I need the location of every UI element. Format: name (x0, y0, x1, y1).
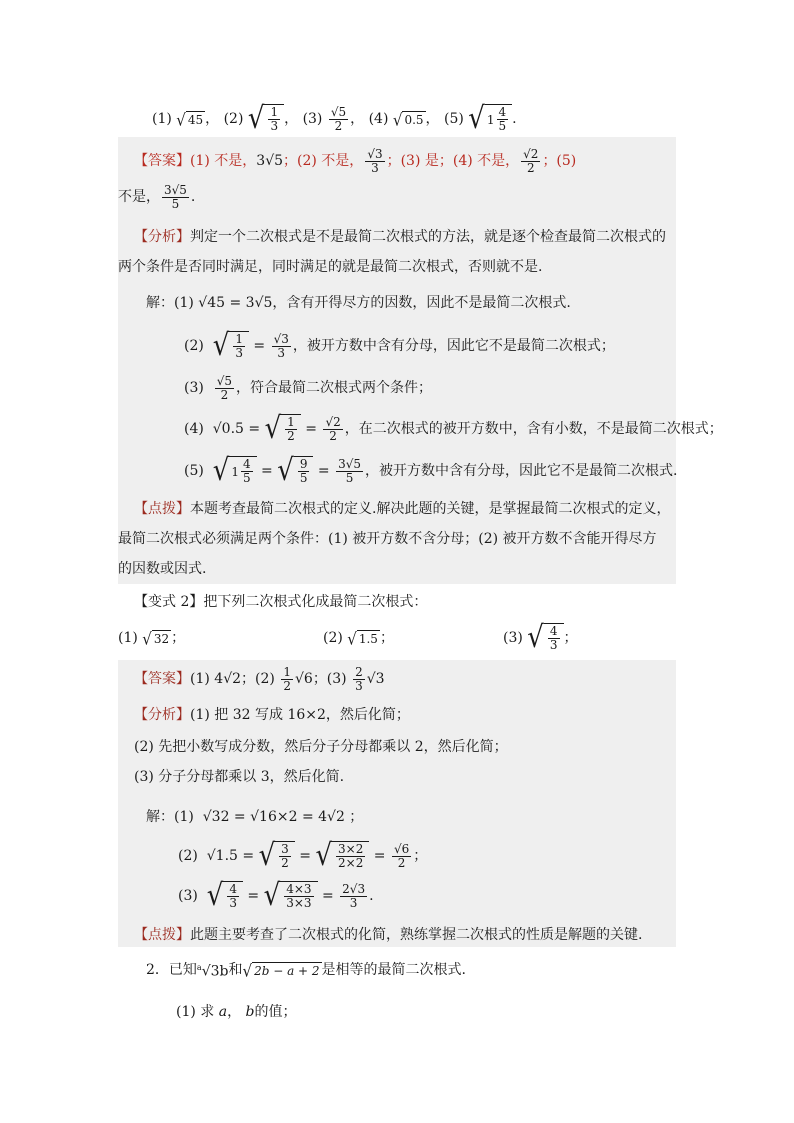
solution-step-4-text: ，在二次根式的被开方数中，含有小数，不是最简二次根式； (344, 421, 723, 437)
variant-item-1-tail: ； (171, 630, 186, 646)
variant-item-3-tail: ； (563, 630, 578, 646)
analysis-2-line-1 (134, 705, 410, 725)
solution-step-4-math-c: $\frac{√2}{2}$ (325, 414, 341, 443)
answer-2-val-2b: √6 (294, 671, 313, 687)
answer-seg-2: ；(2) 不是， (283, 153, 364, 169)
variant-item-1-label: (1) (118, 630, 138, 646)
answer-val-2: $\frac{√3}{3}$ (367, 146, 383, 175)
question-2-sub-1: (1) 求 a， b的值； (176, 1004, 297, 1020)
answer-val-3: $\frac{√2}{2}$ (523, 146, 539, 175)
answer-val-5: $\frac{3√5}{5}$ (164, 182, 187, 211)
tip-text-3: 的因数或因式. (118, 561, 207, 577)
solution-step-1-math: √45 = 3√5 (198, 295, 273, 311)
tip-1-line-2 (118, 529, 657, 549)
solution-step-4-math-b: √ $\frac{1}{2}$ (265, 414, 301, 444)
solution-1-step-5: (5) √ 1 $\frac{4}{5}$ = √ $\frac{9}{5}$ = $\frac{3√5}{5}$ ，被开方数中含有分母，因此它不是最简二次根式. (184, 453, 678, 489)
variant-item-2-tail: ； (379, 630, 394, 646)
answer-seg-3: ；(3) 是；(4) 不是， (386, 153, 520, 169)
solution-step-5-text: ，被开方数中含有分母，因此它不是最简二次根式. (365, 463, 678, 479)
solution-1-step-4: (4) √0.5 = √ $\frac{1}{2}$ = $\frac{√2}{2}$ ，在二次根式的被开方数中，含有小数，不是最简二次根式； (184, 411, 723, 447)
answer-2-val-2a: $\frac{1}{2}$ (283, 664, 291, 693)
tip-tag: 【点拨】 (134, 501, 190, 517)
solution-step-3-num: (3) (184, 380, 204, 396)
tip-text-1: 本题考查最简二次根式的定义.解决此题的关键，是掌握最简二次根式的定义， (190, 501, 671, 517)
solution-2-step-3-math-a: √ $\frac{4}{3}$ (207, 881, 243, 911)
tip-2-line (134, 925, 642, 945)
analysis-tag: 【分析】 (134, 229, 190, 245)
q-item-1-label: (1) (152, 111, 172, 127)
answer-2-line (134, 662, 385, 696)
question-2-number: 2．已知 (146, 962, 197, 978)
tip-2-text: 此题主要考查了二次根式的化简，熟练掌握二次根式的性质是解题的关键. (190, 927, 643, 943)
answer-2-val-3a: $\frac{2}{3}$ (355, 664, 363, 693)
answer-1-line-1 (134, 144, 576, 178)
solution-step-2-math-a: √ $\frac{1}{3}$ (213, 331, 249, 361)
question-2-tail: 是相等的最简二次根式. (321, 962, 466, 978)
variant-item-2-label: (2) (323, 630, 343, 646)
solution-1-step-2: (2) √ $\frac{1}{3}$ = $\frac{√3}{3}$ ，被开方数中含有分母，因此它不是最简二次根式； (184, 328, 615, 364)
variant-item-3-expr: √ $\frac{4}{3}$ (527, 623, 563, 653)
variant-item-1-expr: √ 32 (142, 628, 170, 649)
question-2-var-b: b (245, 1004, 255, 1020)
question-line: (1) √ 45 ， (2) √ $\frac{1}{3}$ ， (3) $\frac{√5}{2}$ ， (4) √ 0.5 ， (5) √ 1 $\frac{4}{5}$ . (152, 101, 517, 137)
variant-2-title: 【变式 2】把下列二次根式化成最简二次根式： (134, 594, 428, 610)
solution-step-2-math-b: $\frac{√3}{3}$ (273, 331, 289, 360)
solution-1-step-1 (146, 290, 571, 316)
answer-seg-4: ；(5) (542, 153, 577, 169)
q-item-2-expr: √ $\frac{1}{3}$ (248, 104, 284, 134)
solution-step-2-text: ，被开方数中含有分母，因此它不是最简二次根式； (292, 338, 615, 354)
solution-step-4-num: (4) (184, 421, 204, 437)
question-2-sub-1-text: (1) 求 (176, 1004, 215, 1020)
solution-2-step-3-num: (3) (178, 888, 198, 904)
solution-2-step-2-math-b: √ $\frac{3}{2}$ (259, 841, 295, 871)
variant-2-items (118, 620, 658, 656)
solution-2-label: 解：(1) (146, 809, 194, 825)
q-item-4-label: (4) (368, 111, 389, 127)
solution-2-math-1: √32 = √16×2 = 4√2 ； (202, 809, 364, 825)
variant-item-2-expr: √ 1.5 (347, 628, 378, 649)
solution-step-4-math-a: √0.5 (212, 421, 244, 437)
solution-2-step-2-math-a: √1.5 (206, 848, 238, 864)
question-2-expr-1: $^a$√3b (196, 963, 229, 980)
solution-1-step-3 (184, 370, 432, 406)
tip-text-2: 最简二次根式必须满足两个条件：(1) 被开方数不含分母；(2) 被开方数不含能开得尽方 (118, 531, 657, 547)
tip-2-tag: 【点拨】 (134, 927, 190, 943)
solution-step-5-num: (5) (184, 463, 204, 479)
solution-step-3-math: $\frac{√5}{2}$ (216, 373, 233, 402)
solution-step-5-math-c: $\frac{3√5}{5}$ (338, 456, 362, 485)
solution-step-5-math-b: √ $\frac{9}{5}$ (277, 456, 313, 486)
answer-1-line-2: 不是， $\frac{3√5}{5}$ . (118, 182, 196, 211)
q-item-3-expr: $\frac{√5}{2}$ (330, 104, 347, 133)
analysis-2-tag: 【分析】 (134, 707, 190, 723)
q-item-1-expr: √ 45 (176, 109, 204, 130)
solution-step-3-text: ，符合最简二次根式两个条件； (236, 380, 433, 396)
analysis-1-line-1 (134, 227, 666, 247)
answer-val-1: 3√5 (256, 153, 284, 169)
question-2-line (146, 959, 466, 981)
solution-2-step-2-math-c: √ $\frac{3\times 2}{2\times 2}$ (315, 841, 369, 871)
q-item-5-expr: √ 1 $\frac{4}{5}$ (468, 104, 512, 134)
solution-2-step-3-math-c: $\frac{2√3}{3}$ (342, 881, 366, 910)
analysis-text-2: 两个条件是否同时满足，同时满足的就是最简二次根式，否则就不是. (118, 259, 543, 275)
solution-2-step-2-math-d: $\frac{√6}{2}$ (393, 841, 410, 870)
variant-item-2 (323, 620, 394, 656)
analysis-2-line-2: (2) 先把小数写成分数，然后分子分母都乘以 2，然后化简； (134, 739, 508, 755)
tip-1-line-3 (118, 559, 206, 579)
analysis-text-1: 判定一个二次根式是不是最简二次根式的方法，就是逐个检查最简二次根式的 (190, 229, 666, 245)
solution-step-1-num: (1) (174, 295, 194, 311)
q-item-3-label: (3) (302, 111, 323, 127)
solution-2-step-2-num: (2) (178, 848, 198, 864)
answer-2-val-1: 4√2 (214, 671, 242, 687)
analysis-1-line-2 (118, 257, 542, 277)
answer-2-tag: 【答案】 (134, 671, 190, 687)
q-item-5-label: (5) (444, 111, 464, 127)
answer-2-a1-tail: ；(2) (241, 671, 275, 687)
variant-item-1 (118, 620, 185, 656)
solution-2-line-1 (146, 805, 363, 829)
solution-step-1-text: ，含有开得尽方的因数，因此不是最简二次根式. (272, 295, 571, 311)
question-2-mid: 和 (228, 962, 243, 978)
solution-2-line-3: (3) √ $\frac{4}{3}$ = √ $\frac{4\times 3}{3\times 3}$ = $\frac{2√3}{3}$ . (178, 878, 374, 914)
analysis-2-text-1: (1) 把 32 写成 16×2，然后化简； (190, 707, 410, 723)
q-item-2-label: (2) (223, 111, 244, 127)
answer-2-a1: (1) (190, 671, 210, 687)
analysis-2-line-3: (3) 分子分母都乘以 3，然后化简. (134, 769, 345, 785)
variant-item-3 (503, 620, 578, 656)
q-item-4-expr: √ 0.5 (392, 109, 424, 130)
question-2-expr-2: √ 2b − a + 2 (242, 960, 320, 981)
solution-2-step-3-math-b: √ $\frac{4\times 3}{3\times 3}$ (264, 881, 318, 911)
answer-tag: 【答案】 (134, 153, 190, 169)
question-2-sub-1-tail: 的值； (254, 1004, 297, 1020)
solution-step-2-num: (2) (184, 338, 204, 354)
answer-2-a2-tail: ；(3) (312, 671, 347, 687)
solution-label: 解： (146, 295, 174, 311)
question-2-var-a: a (218, 1004, 228, 1020)
solution-2-line-2: (2) √1.5 = √ $\frac{3}{2}$ = √ $\frac{3\times 2}{2\times 2}$ = $\frac{√6}{2}$ ； (178, 838, 428, 874)
tip-1-line-1 (134, 499, 670, 519)
solution-step-5-math-a: √ 1 $\frac{4}{5}$ (213, 456, 257, 486)
answer-seg-1: (1) 不是， (190, 153, 257, 169)
answer-line2-text: 不是， (118, 189, 160, 205)
variant-item-3-label: (3) (503, 630, 523, 646)
answer-2-val-3b: √3 (366, 671, 385, 687)
